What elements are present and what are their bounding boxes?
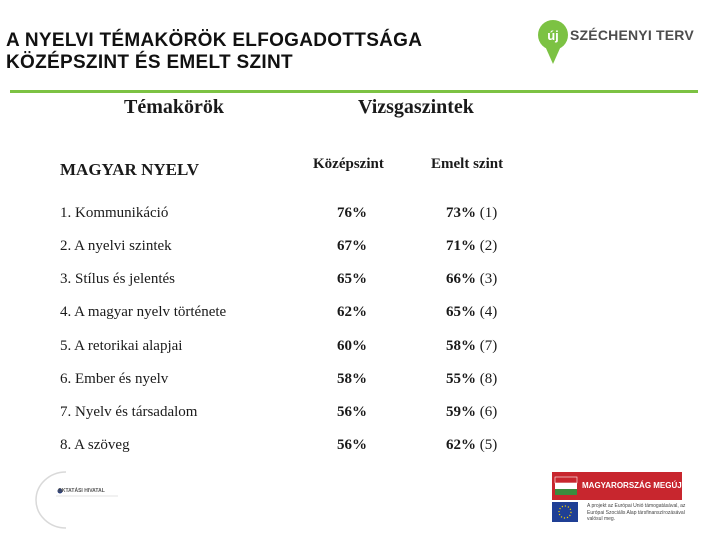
eu-flag-icon xyxy=(552,502,578,522)
advanced-rank: (5) xyxy=(479,437,498,453)
advanced-value xyxy=(446,404,497,421)
mid-value: 67% xyxy=(337,238,367,254)
advanced-percent: 73% xyxy=(446,205,476,221)
mid-value: 65% xyxy=(337,271,367,287)
mid-value: 56% xyxy=(337,437,367,453)
advanced-value xyxy=(446,437,497,454)
table-row xyxy=(0,304,720,328)
advanced-value xyxy=(446,238,497,255)
eu-support-text: A projekt az Európai Unió támogatásával, az Európai Szociális Alap társfinanszírozásával valósul meg. xyxy=(587,503,686,522)
advanced-rank: (7) xyxy=(479,338,498,354)
advanced-value xyxy=(446,271,497,288)
advanced-rank: (3) xyxy=(479,271,498,287)
table-row xyxy=(0,404,720,428)
mid-value: 76% xyxy=(337,205,367,221)
advanced-rank: (1) xyxy=(479,205,498,221)
topic-name: 6. Ember és nyelv xyxy=(60,371,169,387)
section-title: MAGYAR NYELV xyxy=(60,160,200,179)
oktatasi-hivatal-logo xyxy=(26,470,136,530)
table-row xyxy=(0,338,720,362)
title-divider xyxy=(10,90,698,93)
table-row xyxy=(0,437,720,461)
topic-name: 3. Stílus és jelentés xyxy=(60,271,175,287)
advanced-percent: 65% xyxy=(446,304,476,320)
advanced-rank: (6) xyxy=(479,404,498,420)
advanced-rank: (4) xyxy=(479,304,498,320)
topic-name: 8. A szöveg xyxy=(60,437,130,453)
hu-flag-icon xyxy=(555,477,577,483)
advanced-percent: 71% xyxy=(446,238,476,254)
advanced-value xyxy=(446,371,497,388)
header-levels: Vizsgaszintek xyxy=(358,96,474,118)
header-topics: Témakörök xyxy=(124,96,224,118)
mid-value: 56% xyxy=(337,404,367,420)
advanced-value xyxy=(446,205,497,222)
advanced-value xyxy=(446,304,497,321)
title-line-2: KÖZÉPSZINT ÉS EMELT SZINT xyxy=(6,52,293,73)
table-row xyxy=(0,371,720,395)
column-advanced: Emelt szint xyxy=(431,156,504,172)
title-line-1: A NYELVI TÉMAKÖRÖK ELFOGADOTTSÁGA xyxy=(6,30,423,51)
column-mid: Középszint xyxy=(313,156,384,172)
advanced-percent: 55% xyxy=(446,371,476,387)
topic-name: 4. A magyar nyelv története xyxy=(60,304,227,320)
mid-value: 58% xyxy=(337,371,367,387)
table-row xyxy=(0,205,720,229)
advanced-rank: (2) xyxy=(479,238,498,254)
logo-text: SZÉCHENYI TERV xyxy=(570,27,694,43)
advanced-percent: 66% xyxy=(446,271,476,287)
okt-label: OKTATÁSI HIVATAL xyxy=(58,488,105,494)
advanced-percent: 58% xyxy=(446,338,476,354)
hungary-banner-text: MAGYARORSZÁG MEGÚJUL xyxy=(582,481,693,490)
topic-name: 1. Kommunikáció xyxy=(60,205,169,221)
topic-name: 7. Nyelv és társadalom xyxy=(60,404,198,420)
mid-value: 60% xyxy=(337,338,367,354)
advanced-percent: 59% xyxy=(446,404,476,420)
logo-mark: új xyxy=(547,28,559,43)
table-row xyxy=(0,271,720,295)
topic-name: 5. A retorikai alapjai xyxy=(60,338,183,354)
table-row xyxy=(0,238,720,262)
advanced-value xyxy=(446,338,497,355)
advanced-percent: 62% xyxy=(446,437,476,453)
page-title xyxy=(6,30,422,74)
advanced-rank: (8) xyxy=(479,371,498,387)
topic-name: 2. A nyelvi szintek xyxy=(60,238,172,254)
mid-value: 62% xyxy=(337,304,367,320)
